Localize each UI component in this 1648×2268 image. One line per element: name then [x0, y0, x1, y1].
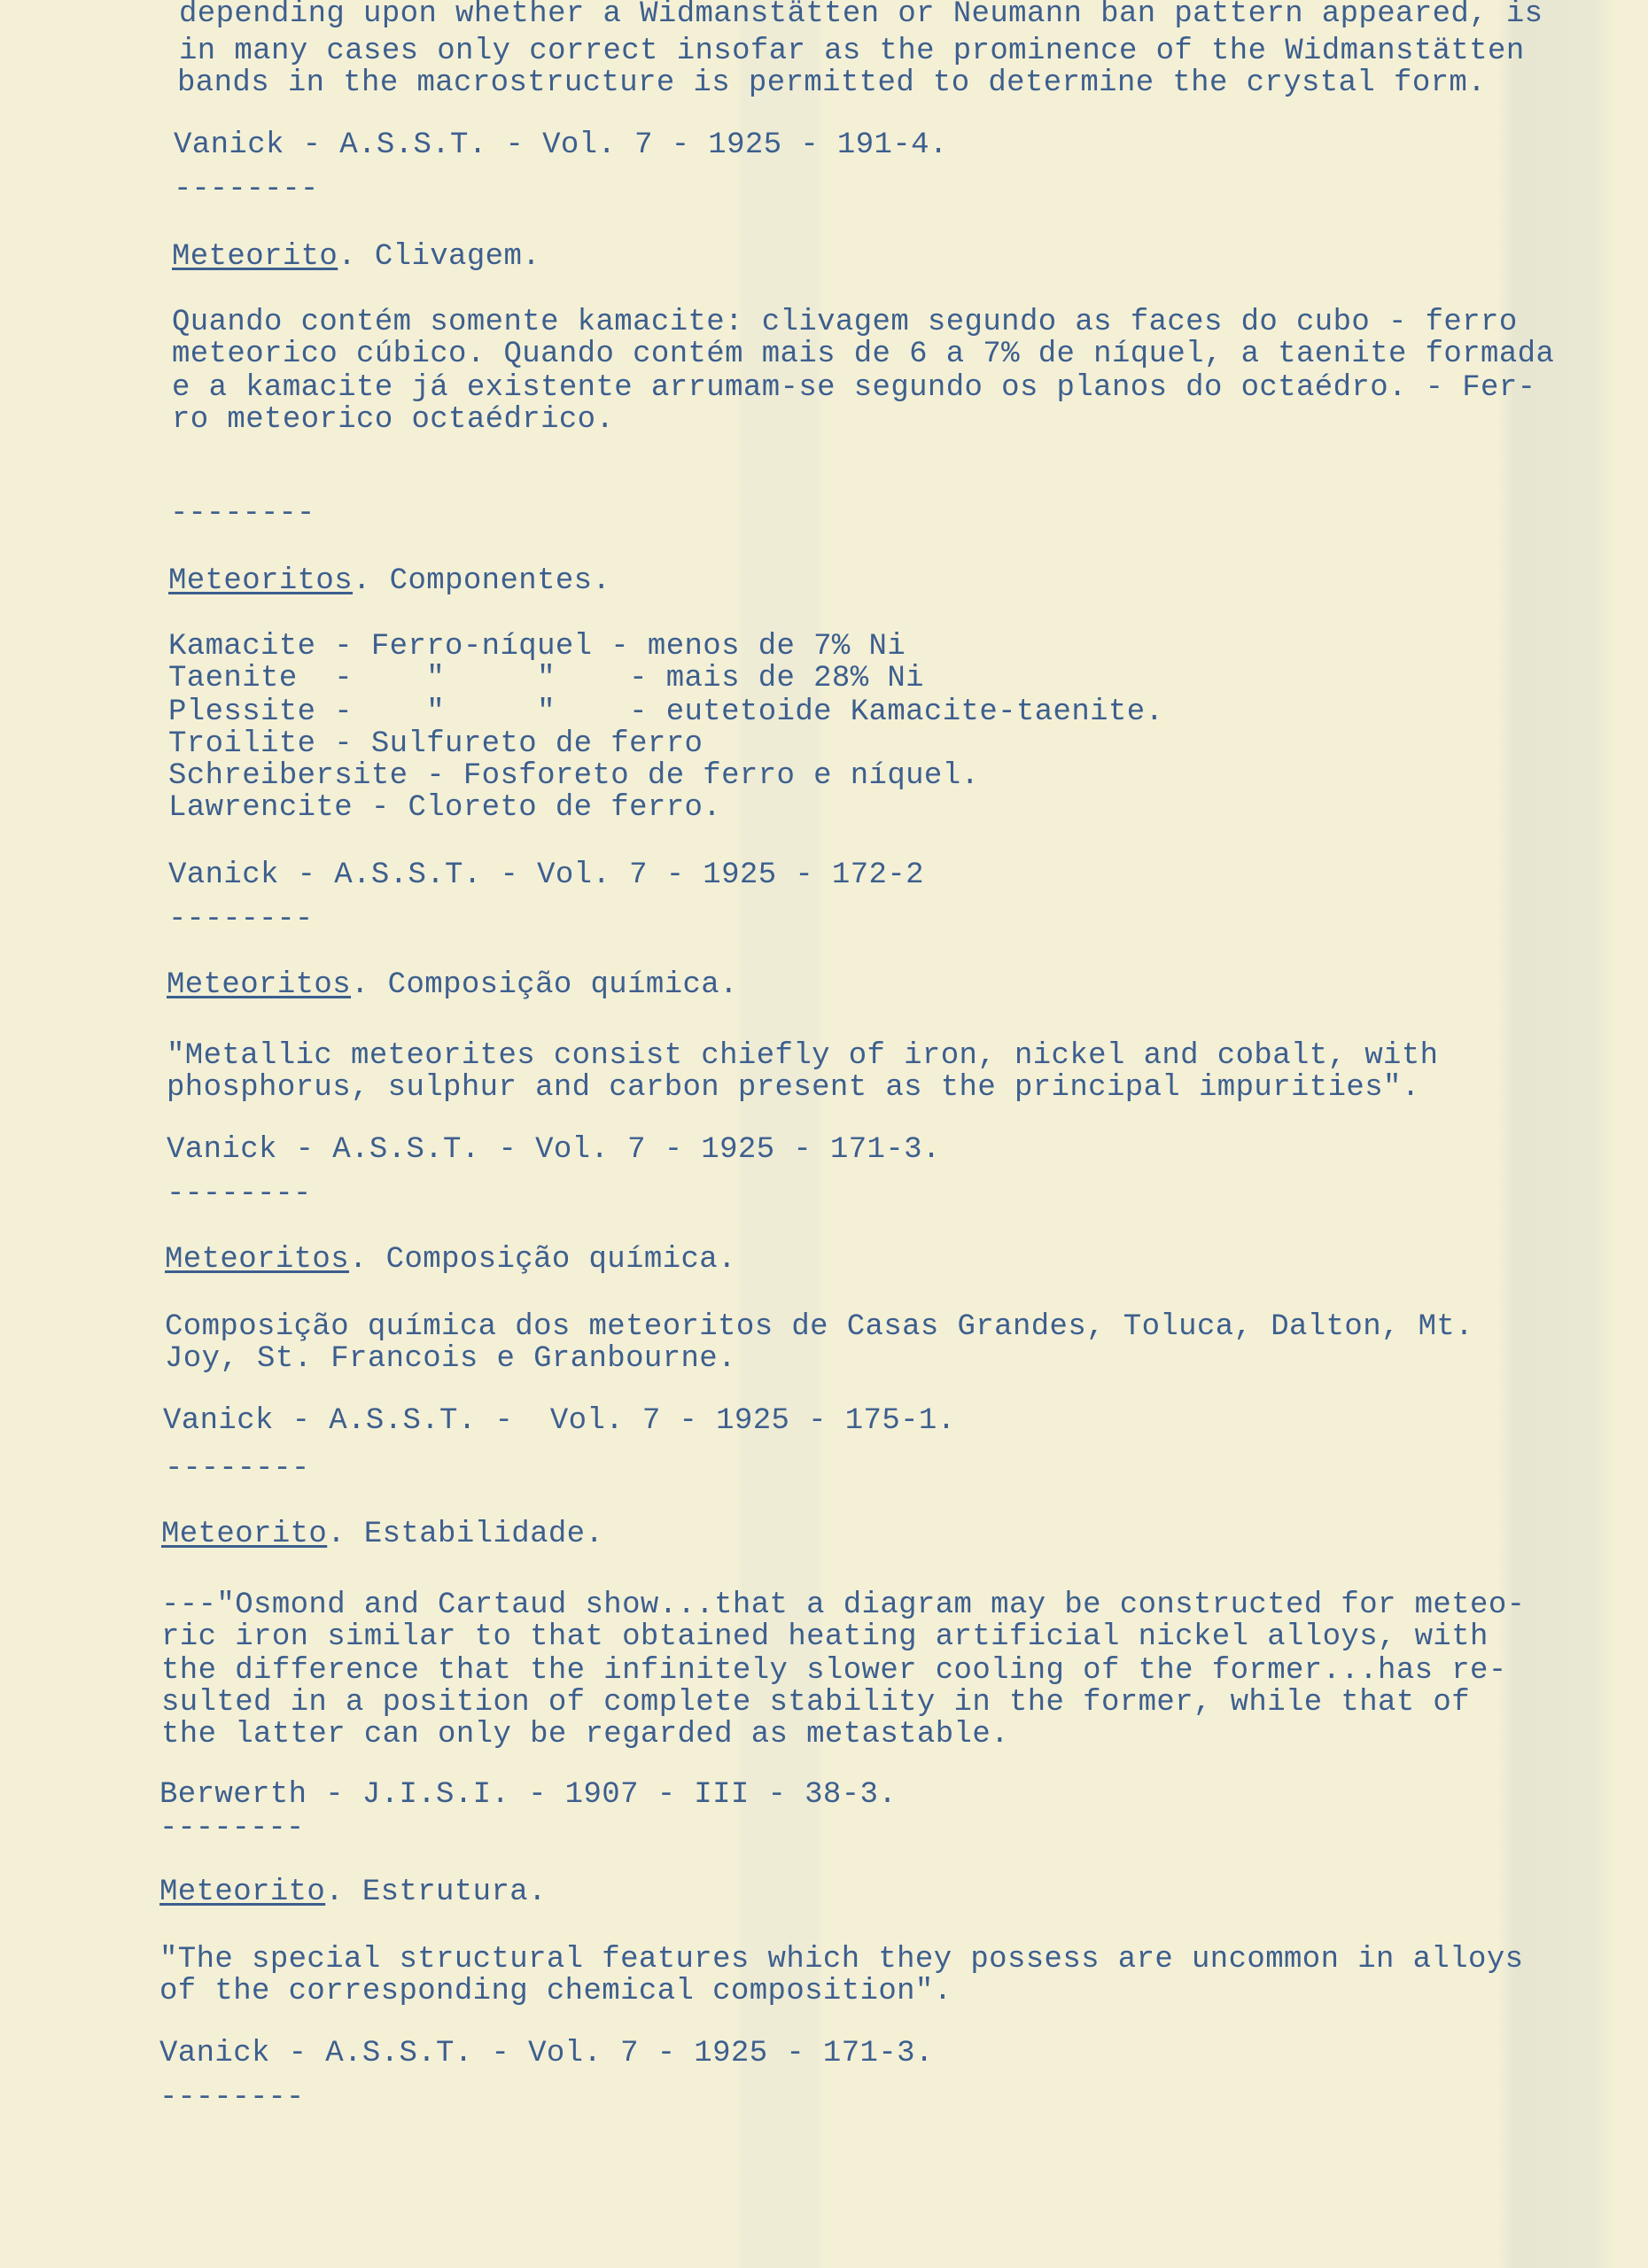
entry-heading [167, 969, 738, 1001]
text-line: ---"Osmond and Cartaud show...that a diagram may be constructed for meteo- [161, 1588, 1526, 1622]
heading-keyword: Meteorito [159, 1876, 326, 1909]
heading-subject: . Componentes. [353, 564, 611, 598]
separator: -------- [165, 1452, 310, 1486]
citation: Vanick - A.S.S.T. - Vol. 7 - 1925 - 172-2 [168, 858, 924, 892]
citation: Vanick - A.S.S.T. - Vol. 7 - 1925 - 175-1. [163, 1404, 956, 1438]
citation: Vanick - A.S.S.T. - Vol. 7 - 1925 - 171-3. [159, 2037, 934, 2070]
separator: -------- [174, 173, 319, 206]
text-line: ro meteorico octaédrico. [172, 403, 615, 437]
text-line: meteorico cúbico. Quando contém mais de 6 a 7% de níquel, a taenite formada [172, 338, 1555, 371]
entry-heading [159, 1876, 547, 1908]
text-line: depending upon whether a Widmanstätten or Neumann ban pattern appeared, is [179, 0, 1543, 31]
citation: Vanick - A.S.S.T. - Vol. 7 - 1925 - 171-3. [167, 1133, 941, 1167]
text-line: phosphorus, sulphur and carbon present as the principal impurities". [167, 1071, 1420, 1105]
heading-subject: . Composição química. [349, 1243, 736, 1277]
text-line: Quando contém somente kamacite: clivagem segundo as faces do cubo - ferro [172, 306, 1518, 339]
text-line: Composição química dos meteoritos de Casas Grandes, Toluca, Dalton, Mt. [165, 1310, 1474, 1344]
heading-subject: . Estabilidade. [327, 1518, 604, 1551]
heading-keyword: Meteorito [161, 1518, 328, 1551]
text-line: sulted in a position of complete stability in the former, while that of [161, 1686, 1471, 1720]
text-line: Kamacite - Ferro-níquel - menos de 7% Ni [168, 630, 906, 664]
text-line: Plessite - " " - eutetoide Kamacite-taenite. [168, 695, 1164, 729]
text-line: Lawrencite - Cloreto de ferro. [168, 791, 722, 825]
text-line: "Metallic meteorites consist chiefly of iron, nickel and cobalt, with [167, 1039, 1439, 1073]
heading-subject: . Clivagem. [338, 240, 541, 274]
text-line: e a kamacite já existente arrumam-se segundo os planos do octaédro. - Fer- [172, 371, 1536, 405]
heading-keyword: Meteoritos [168, 564, 354, 598]
text-line: Taenite - " " - mais de 28% Ni [168, 662, 924, 695]
entry-heading [168, 565, 610, 597]
heading-keyword: Meteoritos [167, 968, 352, 1002]
heading-keyword: Meteorito [172, 240, 338, 274]
text-line: Troilite - Sulfureto de ferro [168, 727, 704, 761]
separator: -------- [159, 1812, 305, 1845]
entry-heading [161, 1518, 603, 1550]
text-line: the difference that the infinitely slower cooling of the former...has re- [161, 1654, 1507, 1688]
text-line: "The special structural features which they possess are uncommon in alloys [159, 1943, 1524, 1977]
separator: -------- [159, 2081, 305, 2115]
heading-keyword: Meteoritos [165, 1243, 350, 1277]
text-line: of the corresponding chemical composition". [159, 1975, 952, 2008]
separator: -------- [170, 497, 315, 531]
heading-subject: . Composição química. [351, 968, 738, 1002]
text-line: ric iron similar to that obtained heating artificial nickel alloys, with [161, 1620, 1489, 1654]
text-line: bands in the macrostructure is permitted to determine the crystal form. [177, 66, 1487, 100]
separator: -------- [168, 903, 314, 936]
text-line: the latter can only be regarded as metastable. [161, 1718, 1009, 1751]
text-line: Joy, St. Francois e Granbourne. [165, 1342, 736, 1376]
entry-heading [172, 241, 540, 273]
citation: Vanick - A.S.S.T. - Vol. 7 - 1925 - 191-4. [174, 128, 948, 162]
separator: -------- [167, 1177, 312, 1211]
citation: Berwerth - J.I.S.I. - 1907 - III - 38-3. [159, 1778, 898, 1812]
entry-heading [165, 1244, 736, 1276]
text-line: Schreibersite - Fosforeto de ferro e níquel. [168, 759, 980, 793]
heading-subject: . Estrutura. [325, 1876, 547, 1909]
text-line: in many cases only correct insofar as the prominence of the Widmanstätten [179, 35, 1525, 68]
